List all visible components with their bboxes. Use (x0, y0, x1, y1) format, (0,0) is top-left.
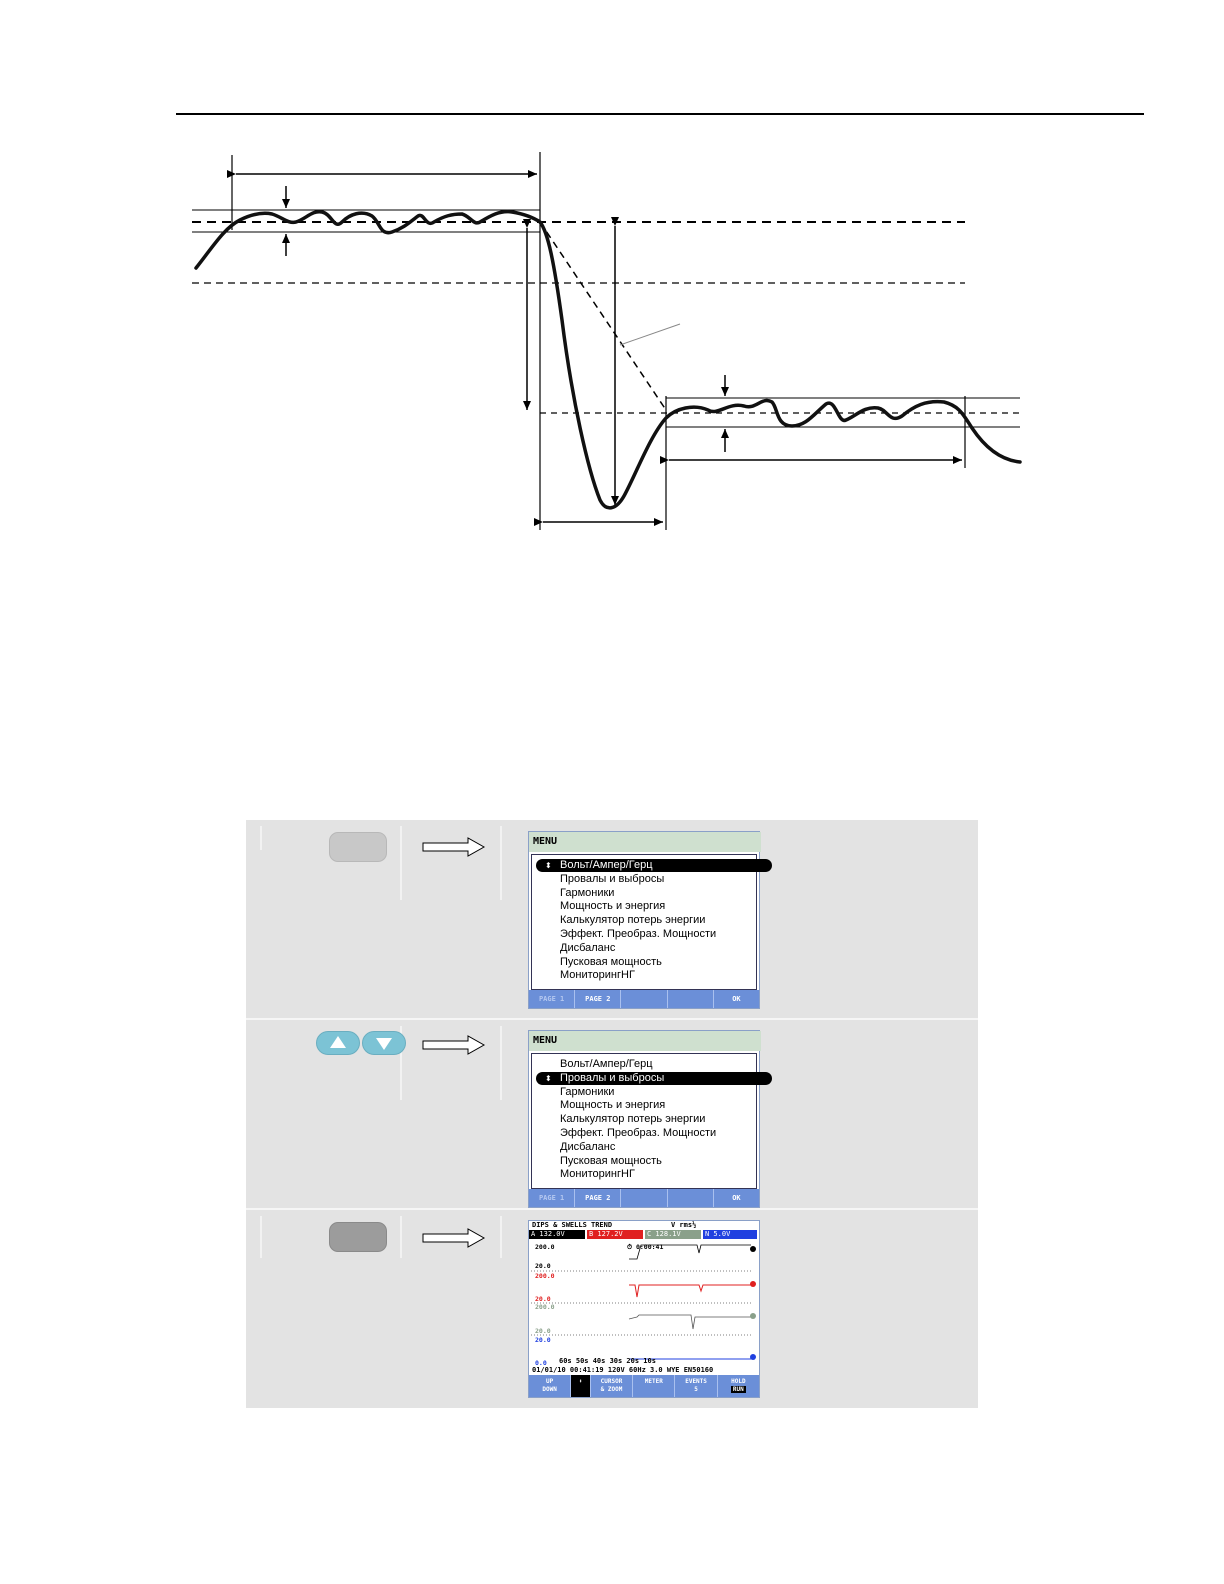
then-arrow-icon (422, 1227, 486, 1249)
dips-swells-trend-screen (528, 1220, 760, 1398)
scale-label: 20.0 (535, 1336, 551, 1344)
menu-item[interactable] (536, 1168, 772, 1181)
softkey[interactable]: ⬍ (571, 1375, 591, 1397)
channel-marker (750, 1281, 756, 1287)
menu-item-label: Гармоники (560, 886, 615, 899)
menu-item-label: Провалы и выбросы (560, 1071, 665, 1084)
softkey[interactable]: PAGE 1 (529, 1189, 575, 1207)
menu-item-label: МониторингНГ (560, 969, 635, 982)
dip-waveform-diagram (0, 0, 1224, 560)
procedure-panel (246, 820, 978, 1408)
row-divider (246, 1208, 978, 1210)
menu-item-label: Дисбаланс (560, 1140, 616, 1153)
menu-item-label: МониторингНГ (560, 1168, 635, 1181)
voltage-waveform (196, 212, 1020, 508)
menu-item-label: Мощность и энергия (560, 900, 666, 913)
menu-item[interactable] (536, 1127, 772, 1140)
trend-softkey-bar (529, 1375, 759, 1397)
softkey[interactable] (668, 1189, 714, 1207)
menu-item-label: Пусковая мощность (560, 1154, 662, 1167)
softkey[interactable]: OK (732, 1194, 741, 1202)
softkey[interactable]: OK (732, 995, 741, 1003)
menu-item[interactable] (536, 1155, 772, 1168)
softkey[interactable] (621, 990, 667, 1008)
softkey[interactable]: HOLD RUN (731, 1378, 746, 1393)
trend-header (529, 1221, 759, 1241)
menu-item-label: Эффект. Преобраз. Мощности (560, 928, 717, 940)
menu-screen-2 (528, 1030, 760, 1208)
menu-item[interactable] (536, 887, 772, 900)
menu-list (531, 1053, 757, 1189)
enter-key-icon[interactable] (329, 1222, 387, 1252)
channel-b-readout: B 127.2V (587, 1230, 643, 1239)
menu-list (531, 854, 757, 990)
menu-item[interactable] (536, 1113, 772, 1126)
menu-item[interactable] (536, 1058, 772, 1071)
menu-item[interactable] (536, 1099, 772, 1112)
updown-icon: ⬍ (545, 1073, 552, 1083)
menu-screen-1 (528, 831, 760, 1009)
channel-marker (750, 1246, 756, 1252)
menu-item-label: Мощность и энергия (560, 1099, 666, 1112)
updown-icon: ⬍ (545, 861, 552, 870)
scale-label: 200.0 (535, 1243, 555, 1251)
softkey[interactable] (668, 990, 714, 1008)
up-arrow-key-icon[interactable] (316, 1031, 360, 1055)
row-divider (246, 1018, 978, 1020)
scale-label: 20.0 (535, 1295, 551, 1303)
status-line: 01/01/10 00:41:19 120V 60Hz 3.0 WYE EN50160 (532, 1366, 714, 1374)
menu-item[interactable] (536, 969, 772, 982)
menu-item[interactable] (536, 914, 772, 927)
trace-b (629, 1285, 751, 1297)
menu-item[interactable] (536, 956, 772, 969)
menu-item[interactable] (536, 1141, 772, 1154)
softkey[interactable]: PAGE 2 (575, 990, 621, 1008)
menu-item-label: Калькулятор потерь энергии (560, 1113, 706, 1126)
menu-item[interactable] (536, 942, 772, 955)
softkey[interactable] (621, 1189, 667, 1207)
time-axis: 60s 50s 40s 30s 20s 10s (559, 1357, 656, 1365)
scale-label: 0.0 (535, 1359, 547, 1367)
menu-item-label: Вольт/Ампер/Герц (560, 1058, 653, 1070)
trend-units: V rms½ (671, 1221, 697, 1229)
softkey[interactable]: PAGE 1 (529, 990, 575, 1008)
down-arrow-key-icon[interactable] (362, 1031, 406, 1055)
menu-item[interactable] (536, 873, 772, 886)
scale-label: 200.0 (535, 1303, 555, 1311)
menu-key-icon[interactable] (329, 832, 387, 862)
softkey[interactable]: CURSOR & ZOOM (591, 1375, 633, 1397)
then-arrow-icon (422, 1034, 486, 1056)
menu-item-label: Эффект. Преобраз. Мощности (560, 1127, 717, 1139)
trace-c (629, 1315, 751, 1329)
menu-item-label: Гармоники (560, 1085, 615, 1098)
menu-item[interactable] (536, 928, 772, 941)
softkey-bar (529, 1189, 759, 1207)
softkey[interactable]: METER (633, 1375, 675, 1397)
screen-title: MENU (529, 832, 761, 852)
menu-item-label: Дисбаланс (560, 941, 616, 954)
channel-c-readout: C 128.1V (645, 1230, 701, 1239)
channel-marker (750, 1354, 756, 1360)
channel-n-readout: N 5.0V (703, 1230, 757, 1239)
menu-item[interactable] (536, 859, 772, 872)
menu-item-label: Калькулятор потерь энергии (560, 914, 706, 927)
scale-label: 20.0 (535, 1262, 551, 1270)
then-arrow-icon (422, 836, 486, 858)
softkey[interactable]: UP DOWN (529, 1375, 571, 1397)
channel-marker (750, 1313, 756, 1319)
softkey[interactable]: PAGE 2 (575, 1189, 621, 1207)
menu-item-label: Вольт/Ампер/Герц (560, 859, 653, 871)
menu-item[interactable] (536, 1086, 772, 1099)
scale-label: 200.0 (535, 1272, 555, 1280)
menu-item[interactable] (536, 1072, 772, 1085)
menu-item[interactable] (536, 900, 772, 913)
trend-title: DIPS & SWELLS TREND (532, 1221, 613, 1229)
clock-readout: ⏱ 0:00:41 (627, 1243, 664, 1251)
menu-item-label: Пусковая мощность (560, 955, 662, 968)
menu-item-label: Провалы и выбросы (560, 872, 665, 885)
scale-label: 20.0 (535, 1327, 551, 1335)
softkey-bar (529, 990, 759, 1008)
screen-title: MENU (529, 1031, 761, 1051)
channel-a-readout: A 132.0V (529, 1230, 585, 1239)
softkey[interactable]: EVENTS 5 (675, 1375, 717, 1397)
